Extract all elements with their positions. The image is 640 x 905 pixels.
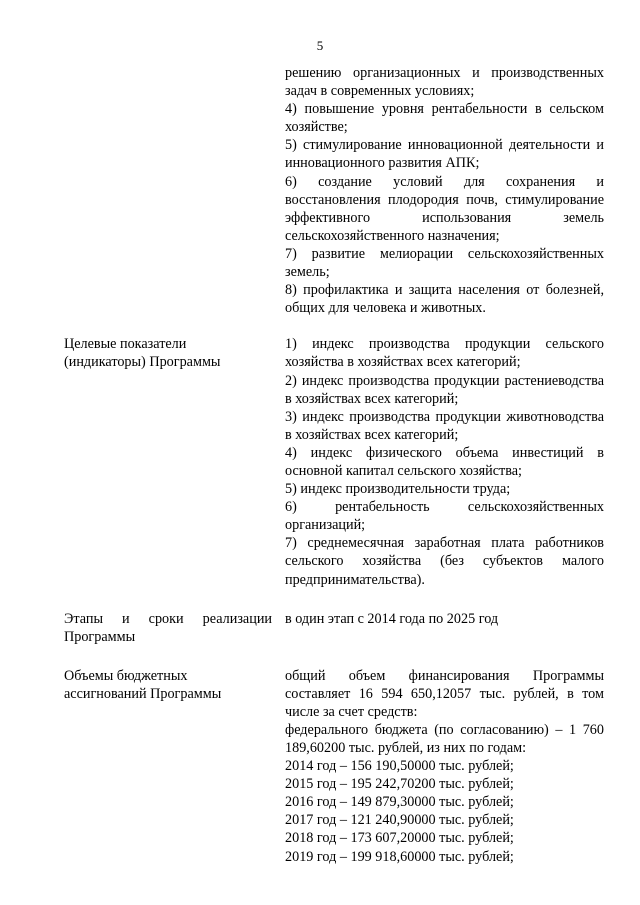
list-item: 4) индекс физического объема инвестиций в основной капитал сельского хозяйства; [285, 444, 604, 479]
budget-content [285, 667, 604, 866]
list-item: 2019 год – 199 918,60000 тыс. рублей; [285, 848, 514, 865]
budget-row [64, 667, 604, 866]
stages-row [64, 610, 604, 646]
list-item: 5) индекс производительности труда; [285, 481, 511, 498]
list-item: 7) развитие мелиорации сельскохозяйственных земель; [285, 245, 604, 281]
target-indicators-list [285, 335, 604, 588]
list-item: 2014 год – 156 190,50000 тыс. рублей; [285, 758, 514, 775]
list-item: федерального бюджета (по согласованию) – 1 760 189,60200 тыс. рублей, из них по годам: [285, 721, 604, 756]
list-item: 7) среднемесячная заработная плата работников сельского хозяйства (без субъектов малого предпринимательства). [285, 535, 604, 588]
label-line: ассигнований Программы [64, 685, 222, 702]
list-item: 4) повышение уровня рентабельности в сельском хозяйстве; [285, 101, 604, 136]
list-item: 8) профилактика и защита населения от болезней, общих для человека и животных. [285, 282, 604, 317]
passport-table [64, 64, 604, 866]
label-line: Целевые показатели [64, 336, 187, 353]
list-item: общий объем финансирования Программы составляет 16 594 650,12057 тыс. рублей, в том числе за счет средств: [285, 667, 604, 720]
list-item: решению организационных и производственных задач в современных условиях; [285, 65, 604, 100]
list-item: 6) рентабельность сельскохозяйственных организаций; [285, 499, 604, 534]
label-line: Объемы бюджетных [64, 667, 188, 684]
tasks-continuation-row [64, 64, 604, 317]
list-item: 6) создание условий для сохранения и восстановления плодородия почв, стимулирование эффективного использования земель сельскохозяйственного назначения; [285, 173, 604, 244]
target-indicators-row [64, 335, 604, 588]
list-item: в один этап с 2014 года по 2025 год [285, 610, 499, 627]
list-item: 5) стимулирование инновационной деятельности и инновационного развития АПК; [285, 137, 604, 172]
spacer [64, 317, 604, 335]
budget-label [64, 667, 272, 703]
spacer [64, 589, 604, 610]
spacer [64, 646, 604, 667]
list-item: 3) индекс производства продукции животноводства в хозяйствах всех категорий; [285, 408, 604, 443]
tasks-list [285, 64, 604, 317]
stages-label [64, 610, 272, 646]
list-item: 2) индекс производства продукции растениеводства в хозяйствах всех категорий; [285, 372, 604, 407]
label-line: (индикаторы) Программы [64, 354, 221, 371]
label-line: Программы [64, 628, 136, 645]
list-item: 2015 год – 195 242,70200 тыс. рублей; [285, 776, 514, 793]
label-line: Этапы и сроки реализации [64, 610, 272, 627]
page-number: 5 [316, 38, 324, 53]
list-item: 2018 год – 173 607,20000 тыс. рублей; [285, 830, 514, 847]
stages-content [285, 610, 604, 628]
list-item: 1) индекс производства продукции сельского хозяйства в хозяйствах всех категорий; [285, 336, 604, 371]
target-indicators-label [64, 335, 272, 371]
list-item: 2016 год – 149 879,30000 тыс. рублей; [285, 794, 514, 811]
list-item: 2017 год – 121 240,90000 тыс. рублей; [285, 812, 514, 829]
